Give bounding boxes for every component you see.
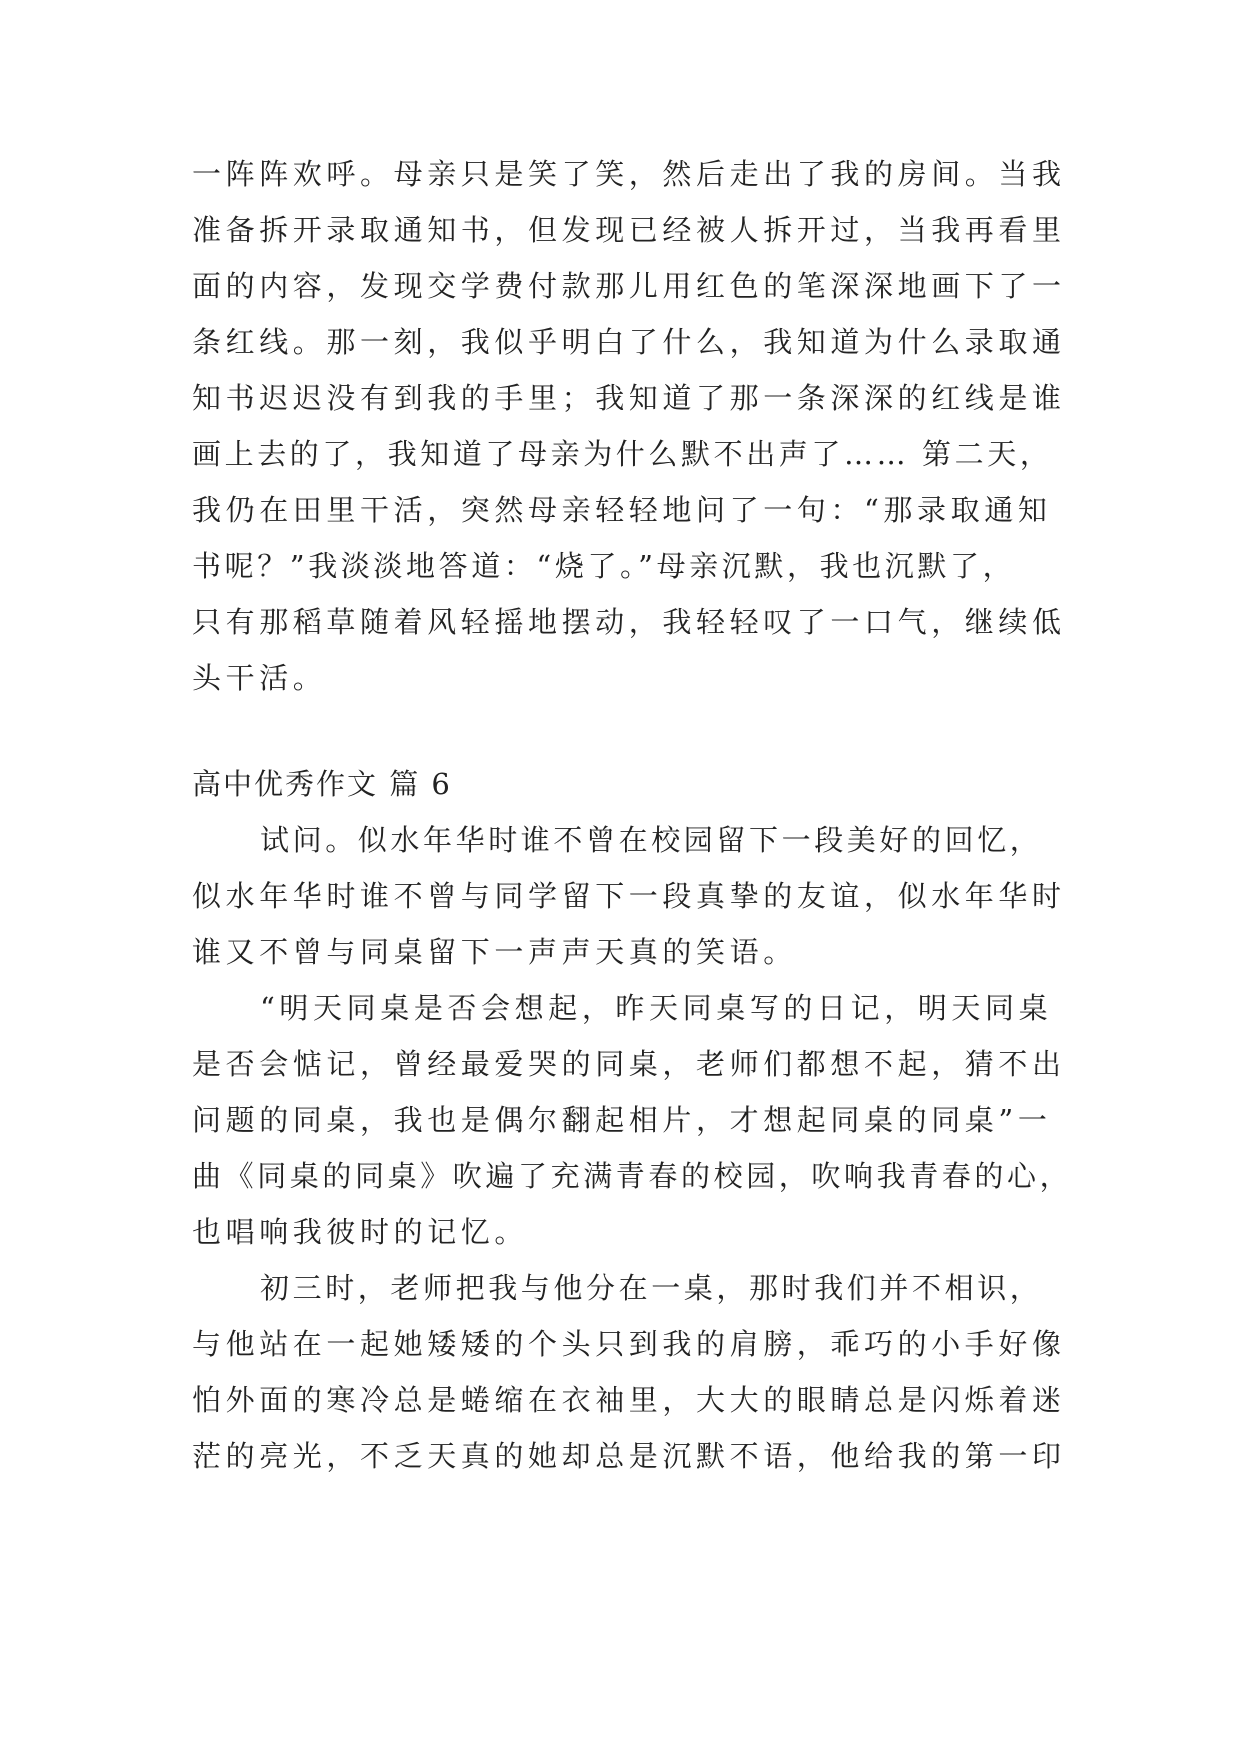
- text-line: 问题的同桌，我也是偶尔翻起相片，才想起同桌的同桌”一: [192, 1103, 1052, 1137]
- text-line: 知书迟迟没有到我的手里；我知道了那一条深深的红线是谁: [192, 381, 1066, 415]
- text-line: 是否会惦记，曾经最爱哭的同桌，老师们都想不起，猜不出: [192, 1047, 1066, 1081]
- section-heading: 高中优秀作文 篇 6: [192, 767, 452, 801]
- text-line: 准备拆开录取通知书，但发现已经被人拆开过，当我再看里: [192, 213, 1066, 247]
- text-line: 面的内容，发现交学费付款那儿用红色的笔深深地画下了一: [192, 269, 1066, 303]
- text-line: “明天同桌是否会想起，昨天同桌写的日记，明天同桌: [260, 991, 1053, 1025]
- text-line: 我仍在田里干活，突然母亲轻轻地问了一句：“那录取通知: [192, 493, 1052, 527]
- text-line: 只有那稻草随着风轻摇地摆动，我轻轻叹了一口气，继续低: [192, 605, 1066, 639]
- document-page: [192, 146, 1072, 1484]
- text-line: 书呢？”我淡淡地答道：“烧了。”母亲沉默，我也沉默了，: [192, 549, 1016, 583]
- text-line: 曲《同桌的同桌》吹遍了充满青春的校园，吹响我青春的心，: [192, 1159, 1072, 1193]
- section-gap: [192, 706, 1072, 756]
- text-line: 头干活。: [192, 661, 327, 695]
- text-line: 一阵阵欢呼。母亲只是笑了笑，然后走出了我的房间。当我: [192, 157, 1066, 191]
- paragraph-1: [192, 812, 1072, 980]
- text-line: 试问。似水年华时谁不曾在校园留下一段美好的回忆，: [260, 823, 1043, 857]
- text-line: 与他站在一起她矮矮的个头只到我的肩膀，乖巧的小手好像: [192, 1327, 1066, 1361]
- text-line: 也唱响我彼时的记忆。: [192, 1215, 529, 1249]
- text-line: 似水年华时谁不曾与同学留下一段真挚的友谊，似水年华时: [192, 879, 1066, 913]
- paragraph-2: [192, 980, 1072, 1260]
- text-line: 茫的亮光，不乏天真的她却总是沉默不语，他给我的第一印: [192, 1439, 1066, 1473]
- text-line: 条红线。那一刻，我似乎明白了什么，我知道为什么录取通: [192, 325, 1066, 359]
- paragraph-continued: [192, 146, 1072, 706]
- text-line: 怕外面的寒冷总是蜷缩在衣袖里，大大的眼睛总是闪烁着迷: [192, 1383, 1066, 1417]
- paragraph-3: [192, 1260, 1072, 1484]
- text-line: 谁又不曾与同桌留下一声声天真的笑语。: [192, 935, 797, 969]
- text-line: 初三时，老师把我与他分在一桌，那时我们并不相识，: [260, 1271, 1043, 1305]
- text-line: 画上去的了，我知道了母亲为什么默不出声了…… 第二天，: [192, 437, 1053, 471]
